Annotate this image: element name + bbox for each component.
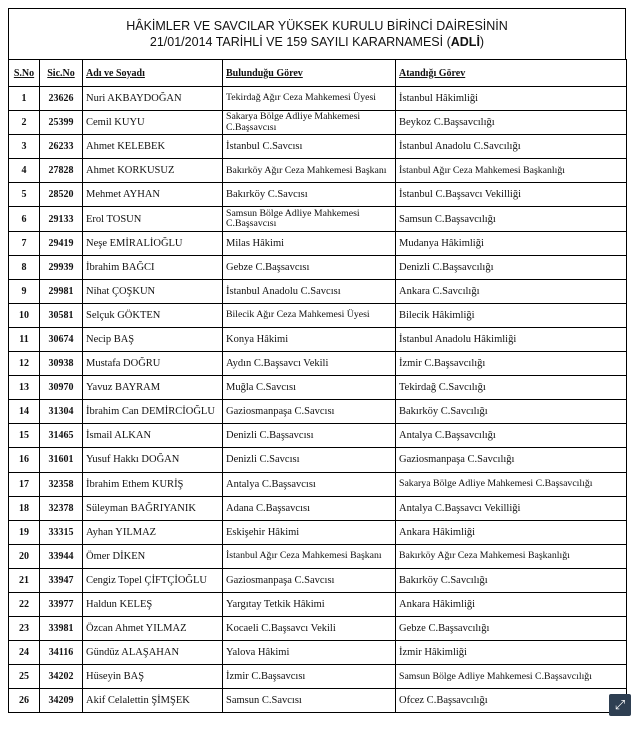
table-row: [9, 689, 627, 713]
table-row: [9, 231, 627, 255]
current-post: Yalova Hâkimi: [223, 641, 396, 665]
table-row: [9, 496, 627, 520]
person-name: Haldun KELEŞ: [83, 592, 223, 616]
current-post: Gaziosmanpaşa C.Savcısı: [223, 400, 396, 424]
table-row: [9, 472, 627, 496]
person-name: Nuri AKBAYDOĞAN: [83, 87, 223, 111]
table-row: [9, 255, 627, 279]
row-number: 25: [9, 665, 40, 689]
sicil-number: 33315: [40, 520, 83, 544]
new-post: Ofcez C.Başsavcılığı: [396, 689, 627, 713]
new-post: Sakarya Bölge Adliye Mahkemesi C.Başsavcılığı: [396, 472, 627, 496]
table-row: [9, 303, 627, 327]
title-line-2: [9, 34, 625, 50]
sicil-number: 34116: [40, 641, 83, 665]
row-number: 10: [9, 303, 40, 327]
person-name: Ahmet KELEBEK: [83, 135, 223, 159]
current-post: Kocaeli C.Başsavcı Vekili: [223, 617, 396, 641]
person-name: Gündüz ALAŞAHAN: [83, 641, 223, 665]
current-post: Milas Hâkimi: [223, 231, 396, 255]
person-name: Selçuk GÖKTEN: [83, 303, 223, 327]
table-row: [9, 665, 627, 689]
title-line-2-prefix: 21/01/2014 TARİHLİ VE 159 SAYILI KARARNAMESİ (: [149, 35, 451, 49]
row-number: 24: [9, 641, 40, 665]
table-row: [9, 183, 627, 207]
person-name: İbrahim Ethem KURİŞ: [83, 472, 223, 496]
new-post: Bilecik Hâkimliği: [396, 303, 627, 327]
new-post: Gebze C.Başsavcılığı: [396, 617, 627, 641]
sicil-number: 31304: [40, 400, 83, 424]
sicil-number: 31465: [40, 424, 83, 448]
current-post: Aydın C.Başsavcı Vekili: [223, 352, 396, 376]
sicil-number: 33977: [40, 592, 83, 616]
person-name: Neşe EMİRALİOĞLU: [83, 231, 223, 255]
current-post: Tekirdağ Ağır Ceza Mahkemesi Üyesi: [223, 87, 396, 111]
person-name: Ahmet KORKUSUZ: [83, 159, 223, 183]
current-post: Denizli C.Başsavcısı: [223, 424, 396, 448]
column-header-name: Adı ve Soyadı: [83, 60, 223, 87]
sicil-number: 31601: [40, 448, 83, 472]
title-line-1: HÂKİMLER VE SAVCILAR YÜKSEK KURULU BİRİNCİ DAİRESİNİN: [126, 19, 508, 33]
row-number: 6: [9, 207, 40, 231]
sicil-number: 30581: [40, 303, 83, 327]
current-post: İzmir C.Başsavcısı: [223, 665, 396, 689]
row-number: 5: [9, 183, 40, 207]
sicil-number: 34202: [40, 665, 83, 689]
new-post: Samsun C.Başsavcılığı: [396, 207, 627, 231]
sicil-number: 33944: [40, 544, 83, 568]
row-number: 20: [9, 544, 40, 568]
expand-icon[interactable]: ⤢: [609, 694, 631, 716]
table-row: [9, 424, 627, 448]
current-post: Konya Hâkimi: [223, 327, 396, 351]
new-post: Samsun Bölge Adliye Mahkemesi C.Başsavcılığı: [396, 665, 627, 689]
current-post: Bakırköy C.Savcısı: [223, 183, 396, 207]
new-post: Antalya C.Başsavcı Vekilliği: [396, 496, 627, 520]
new-post: İstanbul Anadolu Hâkimliği: [396, 327, 627, 351]
person-name: Süleyman BAĞRIYANIK: [83, 496, 223, 520]
table-row: [9, 568, 627, 592]
new-post: Ankara Hâkimliği: [396, 592, 627, 616]
table-row: [9, 376, 627, 400]
current-post: Muğla C.Savcısı: [223, 376, 396, 400]
row-number: 14: [9, 400, 40, 424]
person-name: Cemil KUYU: [83, 111, 223, 135]
table-row: [9, 352, 627, 376]
new-post: Bakırköy C.Savcılığı: [396, 568, 627, 592]
sicil-number: 23626: [40, 87, 83, 111]
row-number: 15: [9, 424, 40, 448]
person-name: Ayhan YILMAZ: [83, 520, 223, 544]
current-post: İstanbul C.Savcısı: [223, 135, 396, 159]
assignment-table: [8, 59, 627, 713]
table-row: [9, 592, 627, 616]
current-post: Adana C.Başsavcısı: [223, 496, 396, 520]
current-post: Samsun C.Savcısı: [223, 689, 396, 713]
table-row: [9, 279, 627, 303]
current-post: Bakırköy Ağır Ceza Mahkemesi Başkanı: [223, 159, 396, 183]
person-name: Nihat ÇOŞKUN: [83, 279, 223, 303]
row-number: 26: [9, 689, 40, 713]
table-row: [9, 111, 627, 135]
current-post: İstanbul Ağır Ceza Mahkemesi Başkanı: [223, 544, 396, 568]
row-number: 4: [9, 159, 40, 183]
sicil-number: 25399: [40, 111, 83, 135]
row-number: 21: [9, 568, 40, 592]
row-number: 9: [9, 279, 40, 303]
sicil-number: 32378: [40, 496, 83, 520]
table-row: [9, 87, 627, 111]
sicil-number: 28520: [40, 183, 83, 207]
row-number: 2: [9, 111, 40, 135]
new-post: Antalya C.Başsavcılığı: [396, 424, 627, 448]
current-post: Gebze C.Başsavcısı: [223, 255, 396, 279]
column-header-new-post: Atandığı Görev: [396, 60, 627, 87]
sicil-number: 33981: [40, 617, 83, 641]
person-name: Özcan Ahmet YILMAZ: [83, 617, 223, 641]
current-post: Yargıtay Tetkik Hâkimi: [223, 592, 396, 616]
row-number: 11: [9, 327, 40, 351]
new-post: İzmir Hâkimliği: [396, 641, 627, 665]
sicil-number: 30970: [40, 376, 83, 400]
new-post: Tekirdağ C.Savcılığı: [396, 376, 627, 400]
table-row: [9, 520, 627, 544]
row-number: 8: [9, 255, 40, 279]
current-post: Gaziosmanpaşa C.Savcısı: [223, 568, 396, 592]
new-post: Denizli C.Başsavcılığı: [396, 255, 627, 279]
new-post: İstanbul Ağır Ceza Mahkemesi Başkanlığı: [396, 159, 627, 183]
new-post: İzmir C.Başsavcılığı: [396, 352, 627, 376]
column-header-sicno: Sic.No: [40, 60, 83, 87]
row-number: 13: [9, 376, 40, 400]
new-post: İstanbul Anadolu C.Savcılığı: [396, 135, 627, 159]
new-post: Beykoz C.Başsavcılığı: [396, 111, 627, 135]
table-row: [9, 207, 627, 231]
current-post: Antalya C.Başsavcısı: [223, 472, 396, 496]
sicil-number: 29939: [40, 255, 83, 279]
new-post: Bakırköy Ağır Ceza Mahkemesi Başkanlığı: [396, 544, 627, 568]
current-post: Denizli C.Savcısı: [223, 448, 396, 472]
current-post: Bilecik Ağır Ceza Mahkemesi Üyesi: [223, 303, 396, 327]
decree-document: [8, 8, 626, 713]
table-row: [9, 400, 627, 424]
new-post: Gaziosmanpaşa C.Savcılığı: [396, 448, 627, 472]
column-header-sno: S.No: [9, 60, 40, 87]
current-post: Sakarya Bölge Adliye Mahkemesi C.Başsavcısı: [223, 111, 396, 135]
column-header-current-post: Bulunduğu Görev: [223, 60, 396, 87]
new-post: İstanbul C.Başsavcı Vekilliği: [396, 183, 627, 207]
new-post: Mudanya Hâkimliği: [396, 231, 627, 255]
row-number: 19: [9, 520, 40, 544]
table-row: [9, 641, 627, 665]
table-row: [9, 544, 627, 568]
sicil-number: 29981: [40, 279, 83, 303]
current-post: Samsun Bölge Adliye Mahkemesi C.Başsavcısı: [223, 207, 396, 231]
person-name: Mustafa DOĞRU: [83, 352, 223, 376]
person-name: İsmail ALKAN: [83, 424, 223, 448]
new-post: İstanbul Hâkimliği: [396, 87, 627, 111]
title-line-2-suffix: ): [479, 35, 485, 49]
sicil-number: 30674: [40, 327, 83, 351]
row-number: 1: [9, 87, 40, 111]
sicil-number: 33947: [40, 568, 83, 592]
person-name: Necip BAŞ: [83, 327, 223, 351]
table-row: [9, 448, 627, 472]
row-number: 22: [9, 592, 40, 616]
row-number: 12: [9, 352, 40, 376]
person-name: Yavuz BAYRAM: [83, 376, 223, 400]
row-number: 17: [9, 472, 40, 496]
document-title: [8, 8, 626, 59]
current-post: Eskişehir Hâkimi: [223, 520, 396, 544]
person-name: İbrahim Can DEMİRCİOĞLU: [83, 400, 223, 424]
table-row: [9, 135, 627, 159]
new-post: Ankara C.Savcılığı: [396, 279, 627, 303]
sicil-number: 34209: [40, 689, 83, 713]
sicil-number: 30938: [40, 352, 83, 376]
row-number: 3: [9, 135, 40, 159]
person-name: Ömer DİKEN: [83, 544, 223, 568]
sicil-number: 29419: [40, 231, 83, 255]
person-name: Cengiz Topel ÇİFTÇİOĞLU: [83, 568, 223, 592]
person-name: Akif Celalettin ŞİMŞEK: [83, 689, 223, 713]
person-name: Hüseyin BAŞ: [83, 665, 223, 689]
table-row: [9, 617, 627, 641]
person-name: Yusuf Hakkı DOĞAN: [83, 448, 223, 472]
sicil-number: 26233: [40, 135, 83, 159]
new-post: Bakırköy C.Savcılığı: [396, 400, 627, 424]
table-header-row: [9, 60, 627, 87]
person-name: İbrahim BAĞCI: [83, 255, 223, 279]
new-post: Ankara Hâkimliği: [396, 520, 627, 544]
person-name: Mehmet AYHAN: [83, 183, 223, 207]
row-number: 18: [9, 496, 40, 520]
row-number: 23: [9, 617, 40, 641]
row-number: 16: [9, 448, 40, 472]
person-name: Erol TOSUN: [83, 207, 223, 231]
title-line-2-bold: ADLİ: [450, 35, 480, 49]
table-row: [9, 327, 627, 351]
table-row: [9, 159, 627, 183]
row-number: 7: [9, 231, 40, 255]
sicil-number: 29133: [40, 207, 83, 231]
current-post: İstanbul Anadolu C.Savcısı: [223, 279, 396, 303]
sicil-number: 32358: [40, 472, 83, 496]
sicil-number: 27828: [40, 159, 83, 183]
